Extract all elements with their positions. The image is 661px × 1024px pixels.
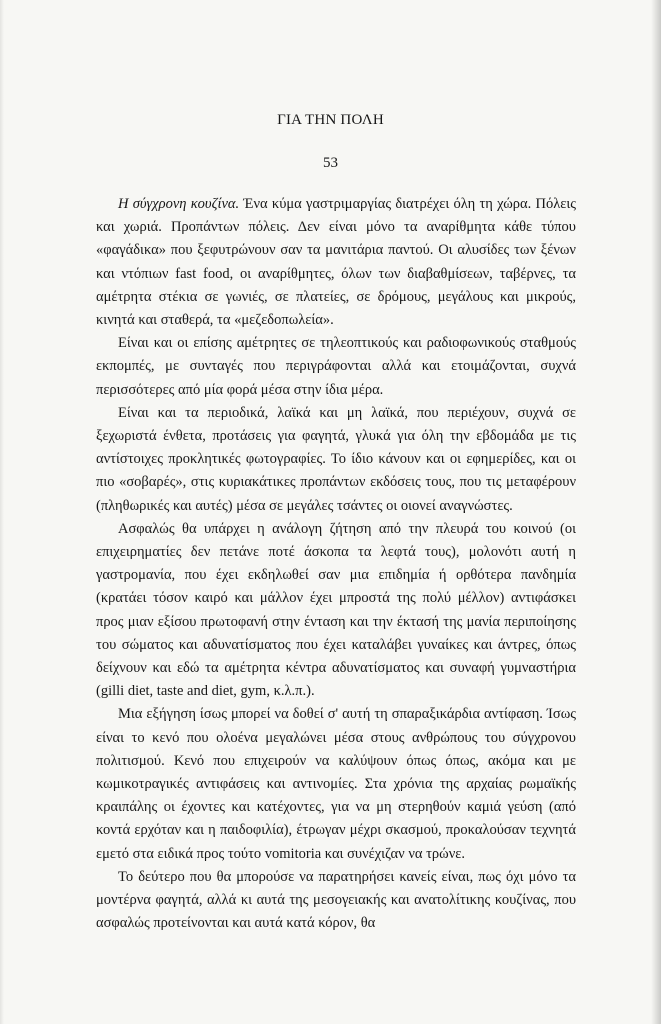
paragraph-2: Είναι και οι επίσης αμέτρητες σε τηλεοπτικούς και ραδιοφωνικούς σταθμούς εκπομπές, με συνταγές που περιγράφονται αλλά και ετοιμάζονται, συχνά περισσότερες από μία φορά μέσα στην ίδια μέρα. xyxy=(96,335,576,398)
page-number: 53 xyxy=(323,155,338,171)
paragraph-5: Μια εξήγηση ίσως μπορεί να δοθεί σ' αυτή τη σπαραξικάρδια αντίφαση. Ίσως είναι το κενό που ολοένα μεγαλώνει μέσα στους ανθρώπους του σύγχρονου πολιτισμού. Κενό που επιχειρούν να καλύψουν όπως όπως, ακόμα και με κωμικοτραγικές αντιφάσεις και αντινομίες. Στα χρόνια της αρχαίας ρωμαϊκής κραιπάλης οι έχοντες και κατέχοντες, για να μη στερηθούν καμιά γεύση (από κοντά ερχόταν και η παιδοφιλία), έτρωγαν μέχρι σκασμού, προκαλούσαν τεχνητά εμετό στα ειδικά προς τούτο vomitoria και συνέχιζαν να τρώνε. xyxy=(96,706,576,862)
paragraph-3: Είναι και τα περιοδικά, λαϊκά και μη λαϊκά, που περιέχουν, συχνά σε ξεχωριστά ένθετα, προτάσεις για φαγητά, γλυκά για όλη την εβδομάδα με τις αντίστοιχες προκλητικές φωτογραφίες. Το ίδιο κάνουν και οι εφημερίδες, και οι πιο «σοβαρές», στις κυριακάτικες προπάντων εκδόσεις τους, που τις μεταφέρουν (πληθωρικές και αυτές) μέσα σε μεγάλες τσάντες οι οιονεί αναγνώστες. xyxy=(96,404,576,514)
paragraph-6: Το δεύτερο που θα μπορούσε να παρατηρήσει κανείς είναι, πως όχι μόνο τα μοντέρνα φαγητά, αλλά κι αυτά της μεσογειακής και ανατολίτικης κουζίνας, που ασφαλώς προτείνονται και αυτά κατά κόρον, θα xyxy=(96,868,576,932)
running-head: ΓΙΑ ΤΗΝ ΠΟΛΗ xyxy=(277,112,384,128)
paragraph-1-text: Ένα κύμα γαστριμαργίας διατρέχει όλη τη χώρα. Πόλεις και χωριά. Προπάντων πόλεις. Δεν είναι μόνο τα αναρίθμητα κάθε τύπου «φαγάδικα» που ξεφυτρώνουν σαν τα μανιτάρια παντού. Οι αλυσίδες των ξένων και ντόπιων fast food, οι αναρίθμητες, όλων των διαβαθμίσεων, ταβέρνες, τα αμέτρητα στέκια σε γωνιές, σε πλατείες, σε δρόμους, μεγάλους και μικρούς, κινητά και σταθερά, τα «μεζεδοπωλεία». xyxy=(96,196,576,329)
page-right-edge-shadow xyxy=(651,0,661,1024)
section-lead-italic: Η σύγχρονη κουζίνα. xyxy=(118,196,240,212)
paragraph-1 xyxy=(96,193,576,332)
body-text xyxy=(96,193,576,936)
page-left-edge xyxy=(0,0,4,1024)
paragraph-4: Ασφαλώς θα υπάρχει η ανάλογη ζήτηση από την πλευρά του κοινού (οι επιχειρηματίες δεν πετάνε ποτέ άσκοπα τα λεφτά τους), μολονότι αυτή η γαστρομανία, που έχει εκδηλωθεί σαν μια επιδημία ή ορθότερα πανδημία (κρατάει τόσον καιρό και μάλλον έχει μπροστά της πολύ μέλλον) αντιφάσκει προς μιαν εξίσου πρωτοφανή στην ένταση και την έκτασή της μανία περιποίησης του σώματος και αδυνατίσματος που έχει καταλάβει γυναίκες και άντρες, όπως δείχνουν και εδώ τα αμέτρητα κέντρα αδυνατίσματος και συναφή γυμναστήρια (gilli diet, taste and diet, gym, κ.λ.π.). xyxy=(96,520,576,700)
